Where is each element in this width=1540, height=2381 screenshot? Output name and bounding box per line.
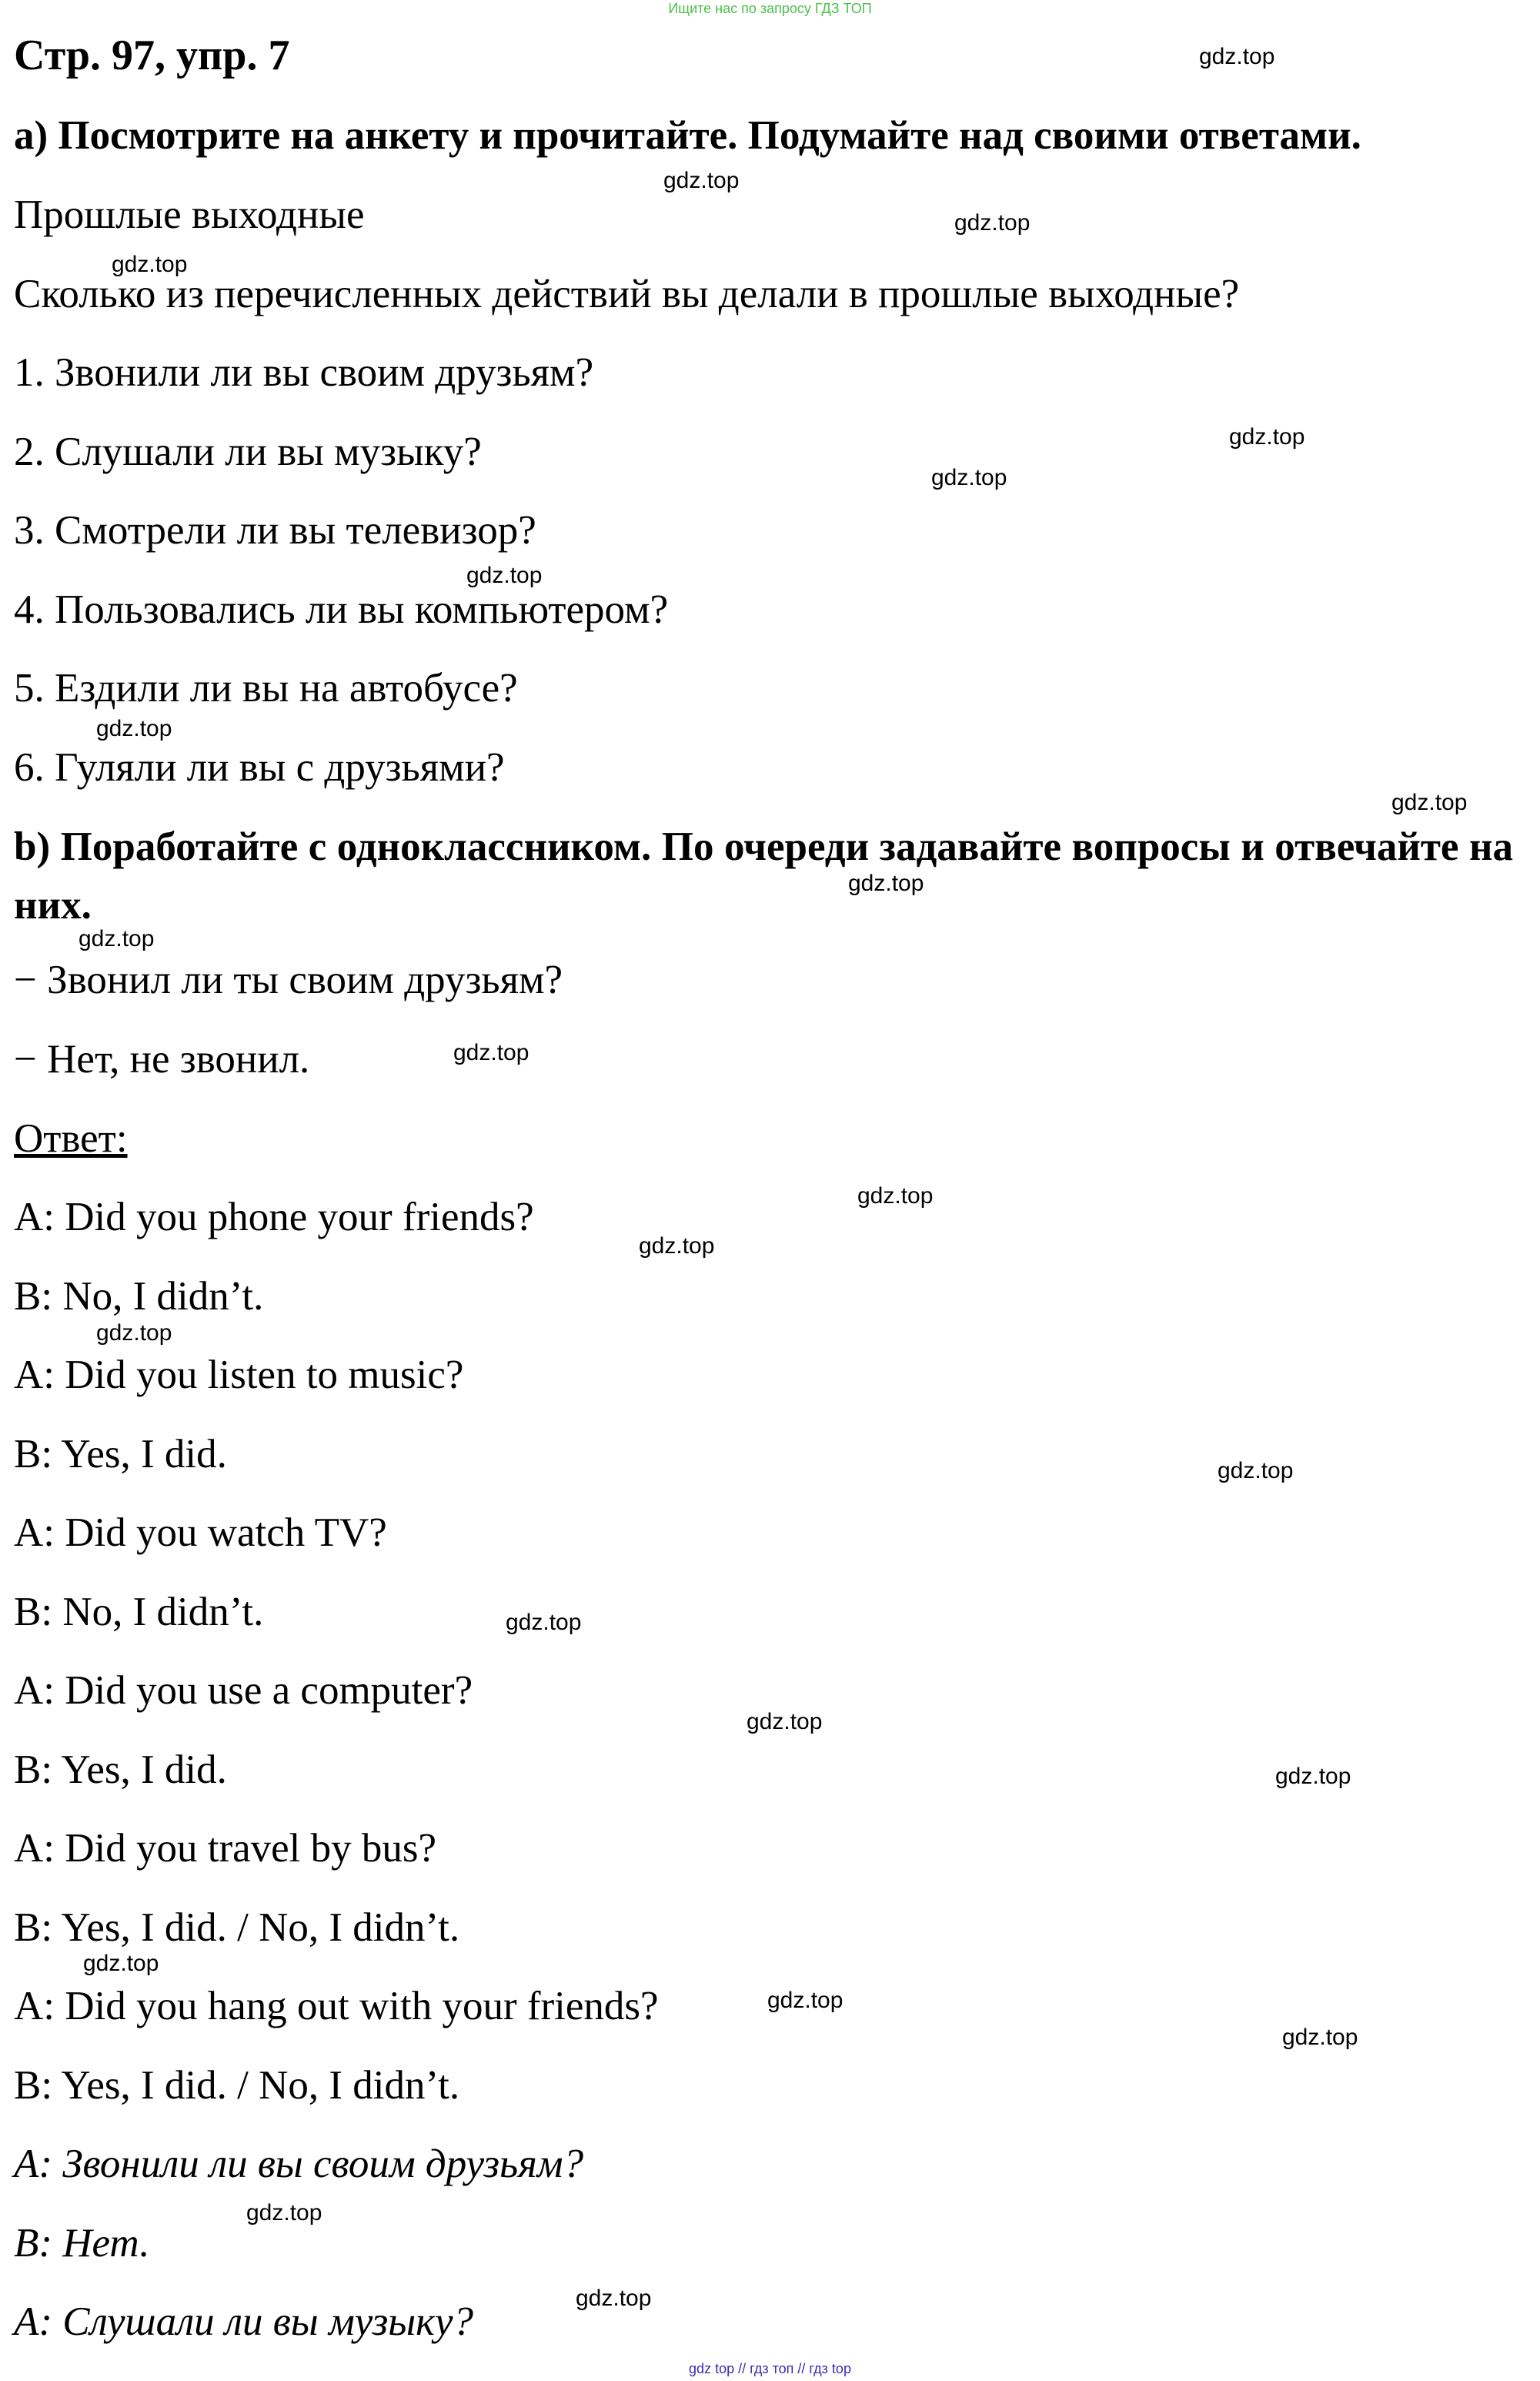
- watermark: gdz.top: [506, 1610, 582, 1635]
- task-a-question: Сколько из перечисленных действий вы делали в прошлые выходные?: [14, 272, 1240, 316]
- watermark: gdz.top: [79, 926, 155, 951]
- question-item: 3. Смотрели ли вы телевизор?: [14, 508, 536, 553]
- watermark: gdz.top: [96, 1320, 172, 1346]
- translation-line: A: Звонили ли вы своим друзьям?: [14, 2142, 584, 2186]
- watermark: gdz.top: [1199, 44, 1275, 69]
- answer-label: Ответ:: [14, 1116, 128, 1161]
- watermark: gdz.top: [639, 1233, 715, 1259]
- watermark: gdz.top: [747, 1709, 823, 1734]
- answer-line: B: Yes, I did. / No, I didn’t.: [14, 2063, 460, 2108]
- watermark: gdz.top: [767, 1988, 843, 2013]
- watermark: gdz.top: [466, 563, 543, 588]
- translation-line: B: Нет.: [14, 2221, 150, 2266]
- search-banner: Ищите нас по запросу ГДЗ ТОП: [668, 1, 872, 16]
- question-item: 6. Гуляли ли вы с друзьями?: [14, 745, 505, 790]
- answer-line: A: Did you use a computer?: [14, 1668, 473, 1713]
- translation-line: A: Слушали ли вы музыку?: [14, 2299, 473, 2344]
- watermark: gdz.top: [663, 168, 740, 193]
- watermark: gdz.top: [453, 1040, 529, 1065]
- question-item: 2. Слушали ли вы музыку?: [14, 430, 482, 474]
- watermark: gdz.top: [954, 210, 1031, 236]
- answer-line: B: Yes, I did. / No, I didn’t.: [14, 1905, 460, 1950]
- question-item: 1. Звонили ли вы своим друзьям?: [14, 350, 594, 395]
- dialogue-line: − Нет, не звонил.: [14, 1037, 310, 1082]
- answer-line: A: Did you travel by bus?: [14, 1826, 437, 1871]
- answer-line: A: Did you listen to music?: [14, 1353, 464, 1397]
- watermark: gdz.top: [96, 716, 172, 741]
- footer-watermark: gdz top // гдз топ // гдз top: [689, 2361, 851, 2376]
- watermark: gdz.top: [83, 1951, 159, 1976]
- answer-line: B: Yes, I did.: [14, 1432, 227, 1476]
- answer-line: B: Yes, I did.: [14, 1747, 227, 1792]
- question-item: 5. Ездили ли вы на автобусе?: [14, 666, 518, 711]
- watermark: gdz.top: [576, 2286, 652, 2311]
- watermark: gdz.top: [931, 465, 1007, 490]
- dialogue-line: − Звонил ли ты своим друзьям?: [14, 958, 563, 1002]
- watermark: gdz.top: [1391, 790, 1468, 815]
- watermark: gdz.top: [1229, 424, 1305, 450]
- watermark: gdz.top: [1282, 2025, 1358, 2050]
- question-item: 4. Пользовались ли вы компьютером?: [14, 587, 669, 632]
- answer-line: B: No, I didn’t.: [14, 1274, 264, 1319]
- answer-line: B: No, I didn’t.: [14, 1590, 264, 1634]
- answer-line: A: Did you hang out with your friends?: [14, 1984, 659, 2028]
- watermark: gdz.top: [1275, 1764, 1351, 1789]
- watermark: gdz.top: [246, 2200, 322, 2225]
- task-b-heading: b) Поработайте с одноклассником. По очереди задавайте вопросы и отвечайте на них.: [14, 824, 1513, 928]
- answer-line: A: Did you watch TV?: [14, 1510, 387, 1555]
- task-a-heading: a) Посмотрите на анкету и прочитайте. Подумайте над своими ответами.: [14, 113, 1361, 158]
- watermark: gdz.top: [112, 252, 188, 277]
- watermark: gdz.top: [848, 871, 924, 896]
- watermark: gdz.top: [857, 1183, 934, 1209]
- task-a-subtitle: Прошлые выходные: [14, 192, 365, 237]
- watermark: gdz.top: [1218, 1458, 1294, 1483]
- page-title: Стр. 97, упр. 7: [14, 32, 290, 79]
- answer-line: A: Did you phone your friends?: [14, 1195, 534, 1239]
